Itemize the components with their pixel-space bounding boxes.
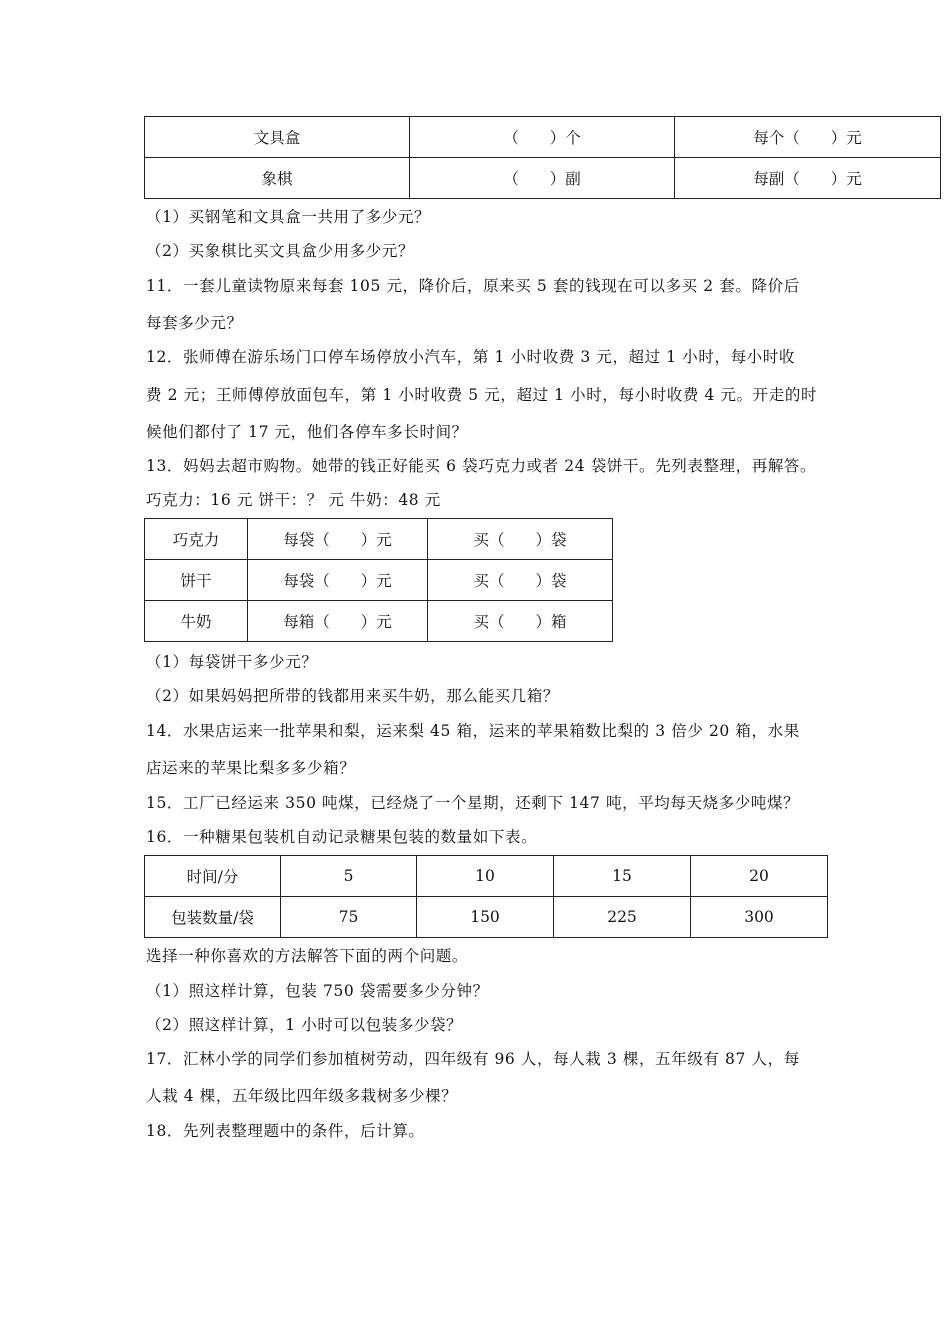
table-row: [145, 158, 941, 199]
table-cell: 买（ ）袋: [428, 560, 613, 601]
table-cell: 20: [691, 856, 828, 897]
q13-sub-question-2: （2）如果妈妈把所带的钱都用来买牛奶，那么能买几箱？: [146, 687, 559, 705]
table-cell: 5: [281, 856, 417, 897]
table-cell: 每箱（ ）元: [248, 601, 428, 642]
q10-sub-question-2: （2）买象棋比买文具盒少用多少元？: [146, 242, 415, 260]
q16-text-line-1: 16．一种糖果包装机自动记录糖果包装的数量如下表。: [146, 828, 538, 846]
table-cell: （ ）个: [410, 117, 675, 158]
q13-prices-line: 巧克力：16 元 饼干：？ 元 牛奶：48 元: [146, 491, 441, 509]
table-row: [145, 601, 613, 642]
q17-text-line-1: 17．汇林小学的同学们参加植树劳动，四年级有 96 人，每人栽 3 棵，五年级有 87 人，每: [146, 1050, 800, 1068]
table-packaging: [144, 855, 828, 938]
table-cell: 牛奶: [145, 601, 248, 642]
q17-text-line-2: 人栽 4 棵，五年级比四年级多栽树多少棵？: [146, 1087, 458, 1105]
table-cell: 文具盒: [145, 117, 410, 158]
q13-text-line-1: 13．妈妈去超市购物。她带的钱正好能买 6 袋巧克力或者 24 袋饼干。先列表整理，再解答。: [146, 457, 817, 475]
table-row: [145, 117, 941, 158]
q14-text-line-1: 14．水果店运来一批苹果和梨，运来梨 45 箱，运来的苹果箱数比梨的 3 倍少 20 箱，水果: [146, 722, 800, 740]
q18-text-line-1: 18．先列表整理题中的条件，后计算。: [146, 1122, 425, 1140]
table-cell: 买（ ）箱: [428, 601, 613, 642]
table-cell: （ ）副: [410, 158, 675, 199]
q14-text-line-2: 店运来的苹果比梨多多少箱？: [146, 759, 356, 777]
table-cell: 150: [417, 897, 554, 938]
q12-text-line-2: 费 2 元；王师傅停放面包车，第 1 小时收费 5 元，超过 1 小时，每小时收费 4 元。开走的时: [146, 386, 818, 404]
q11-text-line-1: 11．一套儿童读物原来每套 105 元，降价后，原来买 5 套的钱现在可以多买 2 套。降价后: [146, 277, 800, 295]
table-cell: 每袋（ ）元: [248, 519, 428, 560]
table-cell: 象棋: [145, 158, 410, 199]
table-row: [145, 856, 828, 897]
table-cell: 225: [554, 897, 691, 938]
table-row: [145, 519, 613, 560]
table-cell: 300: [691, 897, 828, 938]
table-cell: 每个（ ）元: [675, 117, 941, 158]
table-cell: 每袋（ ）元: [248, 560, 428, 601]
table-cell: 时间/分: [145, 856, 281, 897]
table-cell: 每副（ ）元: [675, 158, 941, 199]
table-cell: 饼干: [145, 560, 248, 601]
q12-text-line-1: 12．张师傅在游乐场门口停车场停放小汽车，第 1 小时收费 3 元，超过 1 小时，每小时收: [146, 348, 795, 366]
table-row: [145, 897, 828, 938]
q13-sub-question-1: （1）每袋饼干多少元？: [146, 653, 318, 671]
table-cell: 10: [417, 856, 554, 897]
table-row: [145, 560, 613, 601]
q15-text-line-1: 15．工厂已经运来 350 吨煤，已经烧了一个星期，还剩下 147 吨，平均每天烧多少吨煤？: [146, 794, 800, 812]
table-cell: 巧克力: [145, 519, 248, 560]
q16-sub-question-2: （2）照这样计算，1 小时可以包装多少袋？: [146, 1016, 463, 1034]
table-cell: 包装数量/袋: [145, 897, 281, 938]
q16-text-line-2: 选择一种你喜欢的方法解答下面的两个问题。: [146, 947, 469, 965]
q16-sub-question-1: （1）照这样计算，包装 750 袋需要多少分钟？: [146, 982, 489, 1000]
table-cell: 15: [554, 856, 691, 897]
table-shopping: [144, 518, 613, 642]
table-cell: 买（ ）袋: [428, 519, 613, 560]
table-stationery: [144, 116, 941, 199]
q12-text-line-3: 候他们都付了 17 元，他们各停车多长时间？: [146, 423, 468, 441]
table-cell: 75: [281, 897, 417, 938]
q11-text-line-2: 每套多少元？: [146, 314, 243, 332]
q10-sub-question-1: （1）买钢笔和文具盒一共用了多少元？: [146, 208, 431, 226]
